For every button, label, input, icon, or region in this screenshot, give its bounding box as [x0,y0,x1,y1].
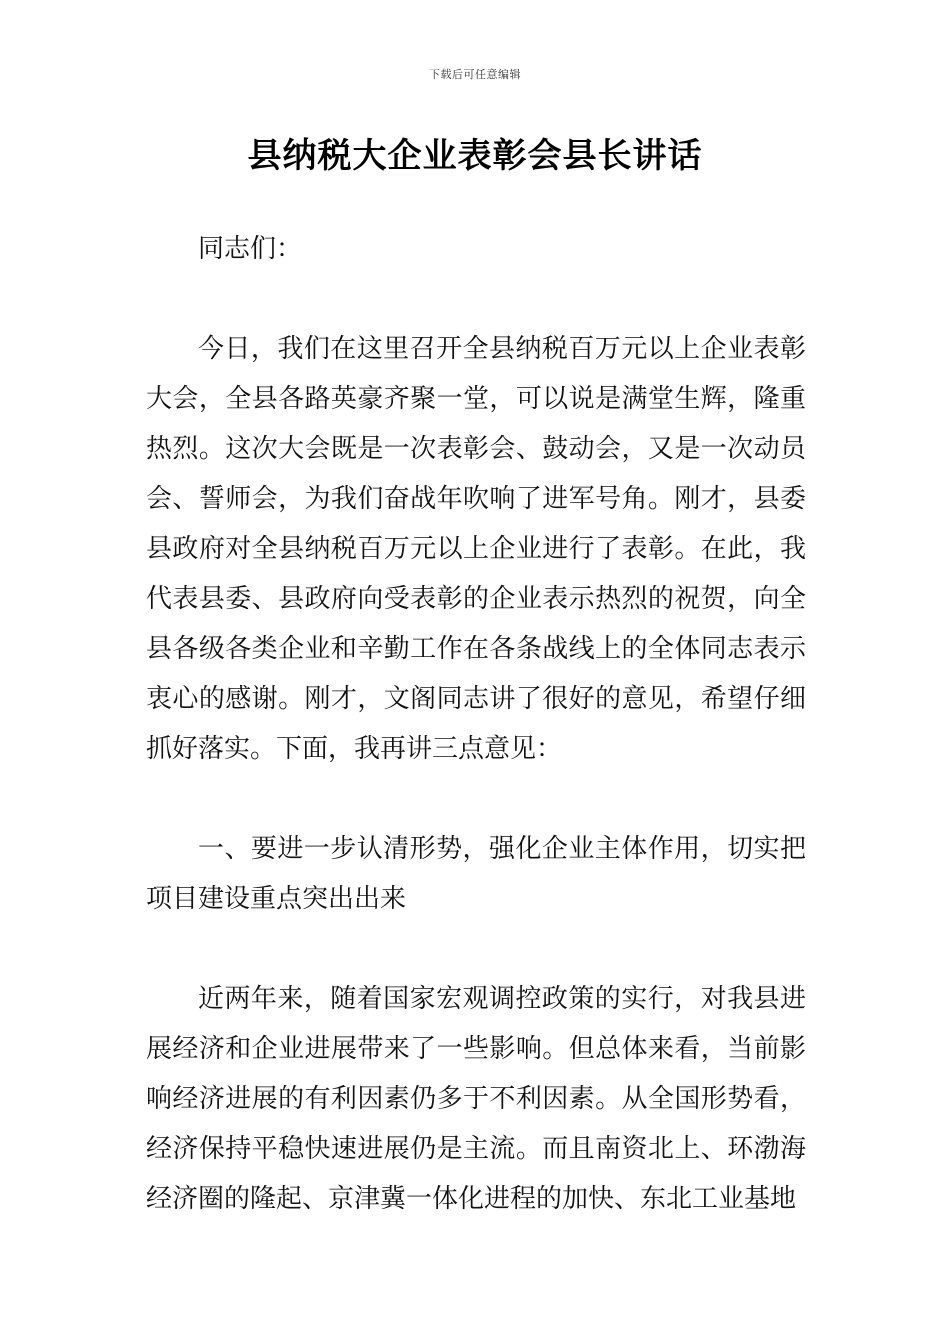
salutation: 同志们： [198,234,303,264]
section-heading-one: 一、要进一步认清形势，强化企业主体作用，切实把项目建设重点突出出来 [146,834,806,914]
header-note: 下载后可任意编辑 [429,68,521,81]
paragraph-situation: 近两年来，随着国家宏观调控政策的实行，对我县进展经济和企业进展带来了一些影响。但总体来看，当前影响经济进展的有利因素仍多于不利因素。从全国形势看，经济保持平稳快速进展仍是主流。而且南资北上、环渤海经济圈的隆起、京津冀一体化进程的加快、东北工业基地 [146,984,806,1214]
paragraph-opening: 今日，我们在这里召开全县纳税百万元以上企业表彰大会，全县各路英豪齐聚一堂，可以说是满堂生辉，隆重热烈。这次大会既是一次表彰会、鼓动会，又是一次动员会、誓师会，为我们奋战年吹响了进军号角。刚才，县委县政府对全县纳税百万元以上企业进行了表彰。在此，我代表县委、县政府向受表彰的企业表示热烈的祝贺，向全县各级各类企业和辛勤工作在各条战线上的全体同志表示衷心的感谢。刚才，文阁同志讲了很好的意见，希望仔细抓好落实。下面，我再讲三点意见： [146,334,806,764]
document-body [146,224,806,1224]
document-title: 县纳税大企业表彰会县长讲话 [247,136,703,176]
